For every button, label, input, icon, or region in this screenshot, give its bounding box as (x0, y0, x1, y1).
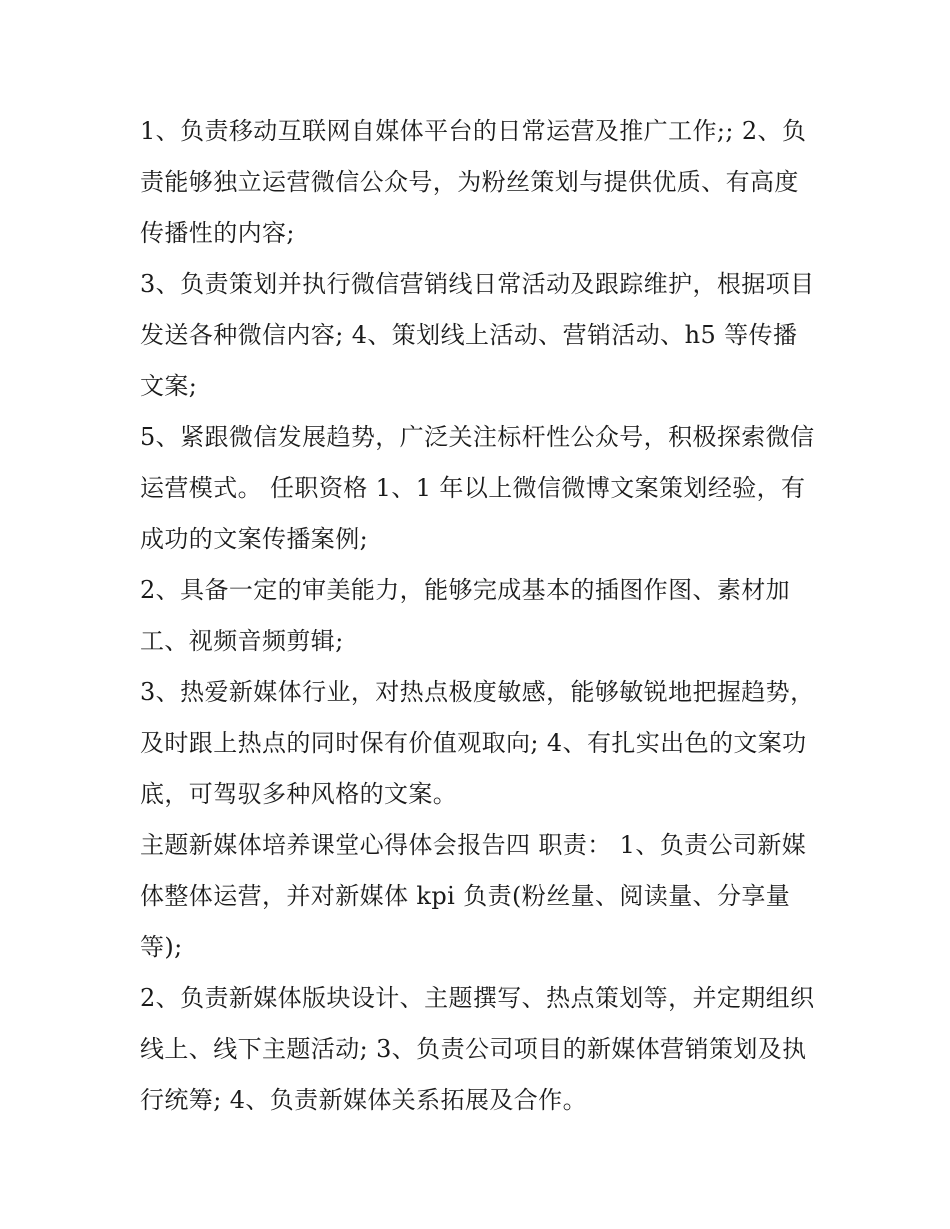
paragraph-7: 2、负责新媒体版块设计、主题撰写、热点策划等，并定期组织线上、线下主题活动; 3、负责公司项目的新媒体营销策划及执行统筹; 4、负责新媒体关系拓展及合作。 (140, 984, 815, 1114)
paragraph-3: 5、紧跟微信发展趋势，广泛关注标杆性公众号，积极探索微信运营模式。 任职资格 1、1 年以上微信微博文案策划经验，有成功的文案传播案例; (140, 423, 815, 553)
document-body (140, 106, 820, 1126)
paragraph-2: 3、负责策划并执行微信营销线日常活动及跟踪维护，根据项目发送各种微信内容; 4、策划线上活动、营销活动、h5 等传播文案; (140, 270, 815, 400)
paragraph-4: 2、具备一定的审美能力，能够完成基本的插图作图、素材加工、视频音频剪辑; (140, 576, 791, 655)
paragraph-1: 1、负责移动互联网自媒体平台的日常运营及推广工作;; 2、负责能够独立运营微信公众号，为粉丝策划与提供优质、有高度传播性的内容; (140, 117, 807, 247)
paragraph-6: 主题新媒体培养课堂心得体会报告四 职责： 1、负责公司新媒体整体运营，并对新媒体 kpi 负责(粉丝量、阅读量、分享量等); (140, 831, 807, 961)
paragraph-5: 3、热爱新媒体行业，对热点极度敏感，能够敏锐地把握趋势，及时跟上热点的同时保有价值观取向; 4、有扎实出色的文案功底，可驾驭多种风格的文案。 (140, 678, 815, 808)
